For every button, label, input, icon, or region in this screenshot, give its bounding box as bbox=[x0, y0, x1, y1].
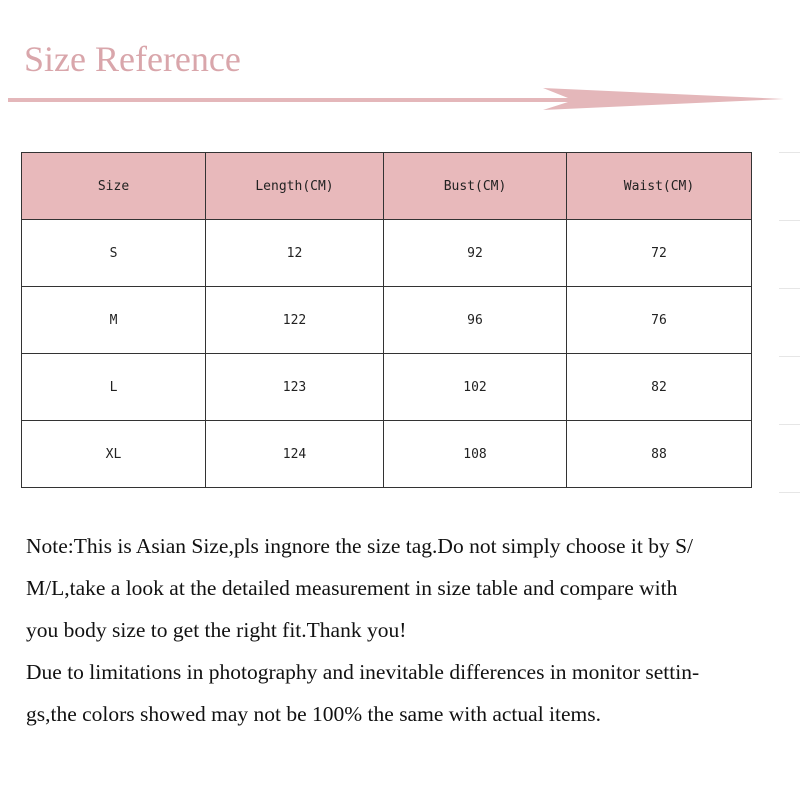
disclaimer-line: Due to limitations in photography and inevitable differences in monitor settin- bbox=[26, 660, 700, 684]
table-cell-bust: 92 bbox=[384, 220, 567, 287]
table-cell-bust: 96 bbox=[384, 287, 567, 354]
column-header-bust: Bust(CM) bbox=[384, 153, 567, 220]
table-row bbox=[22, 354, 752, 421]
table-cell-size: L bbox=[22, 354, 206, 421]
table-row bbox=[22, 287, 752, 354]
table-row bbox=[22, 220, 752, 287]
column-header-size: Size bbox=[22, 153, 206, 220]
table-cell-size: M bbox=[22, 287, 206, 354]
table-row bbox=[22, 421, 752, 488]
table-cell-bust: 108 bbox=[384, 421, 567, 488]
table-header-row bbox=[22, 153, 752, 220]
table-cell-size: S bbox=[22, 220, 206, 287]
table-cell-length: 12 bbox=[206, 220, 384, 287]
arrow-divider-icon bbox=[8, 86, 784, 114]
page-title: Size Reference bbox=[24, 39, 241, 79]
table-cell-length: 124 bbox=[206, 421, 384, 488]
table-cell-size: XL bbox=[22, 421, 206, 488]
column-header-waist: Waist(CM) bbox=[567, 153, 752, 220]
disclaimer-line: gs,the colors showed may not be 100% the same with actual items. bbox=[26, 702, 601, 726]
table-ghost-gridlines bbox=[751, 152, 800, 492]
table-cell-waist: 76 bbox=[567, 287, 752, 354]
table-cell-waist: 88 bbox=[567, 421, 752, 488]
size-table bbox=[21, 152, 752, 488]
table-cell-waist: 72 bbox=[567, 220, 752, 287]
note-line: M/L,take a look at the detailed measurement in size table and compare with bbox=[26, 576, 678, 600]
note-line: Note:This is Asian Size,pls ingnore the size tag.Do not simply choose it by S/ bbox=[26, 534, 694, 558]
table-cell-length: 123 bbox=[206, 354, 384, 421]
column-header-length: Length(CM) bbox=[206, 153, 384, 220]
table-cell-waist: 82 bbox=[567, 354, 752, 421]
table-cell-length: 122 bbox=[206, 287, 384, 354]
size-note bbox=[26, 525, 786, 735]
note-line: you body size to get the right fit.Thank you! bbox=[26, 618, 407, 642]
table-cell-bust: 102 bbox=[384, 354, 567, 421]
